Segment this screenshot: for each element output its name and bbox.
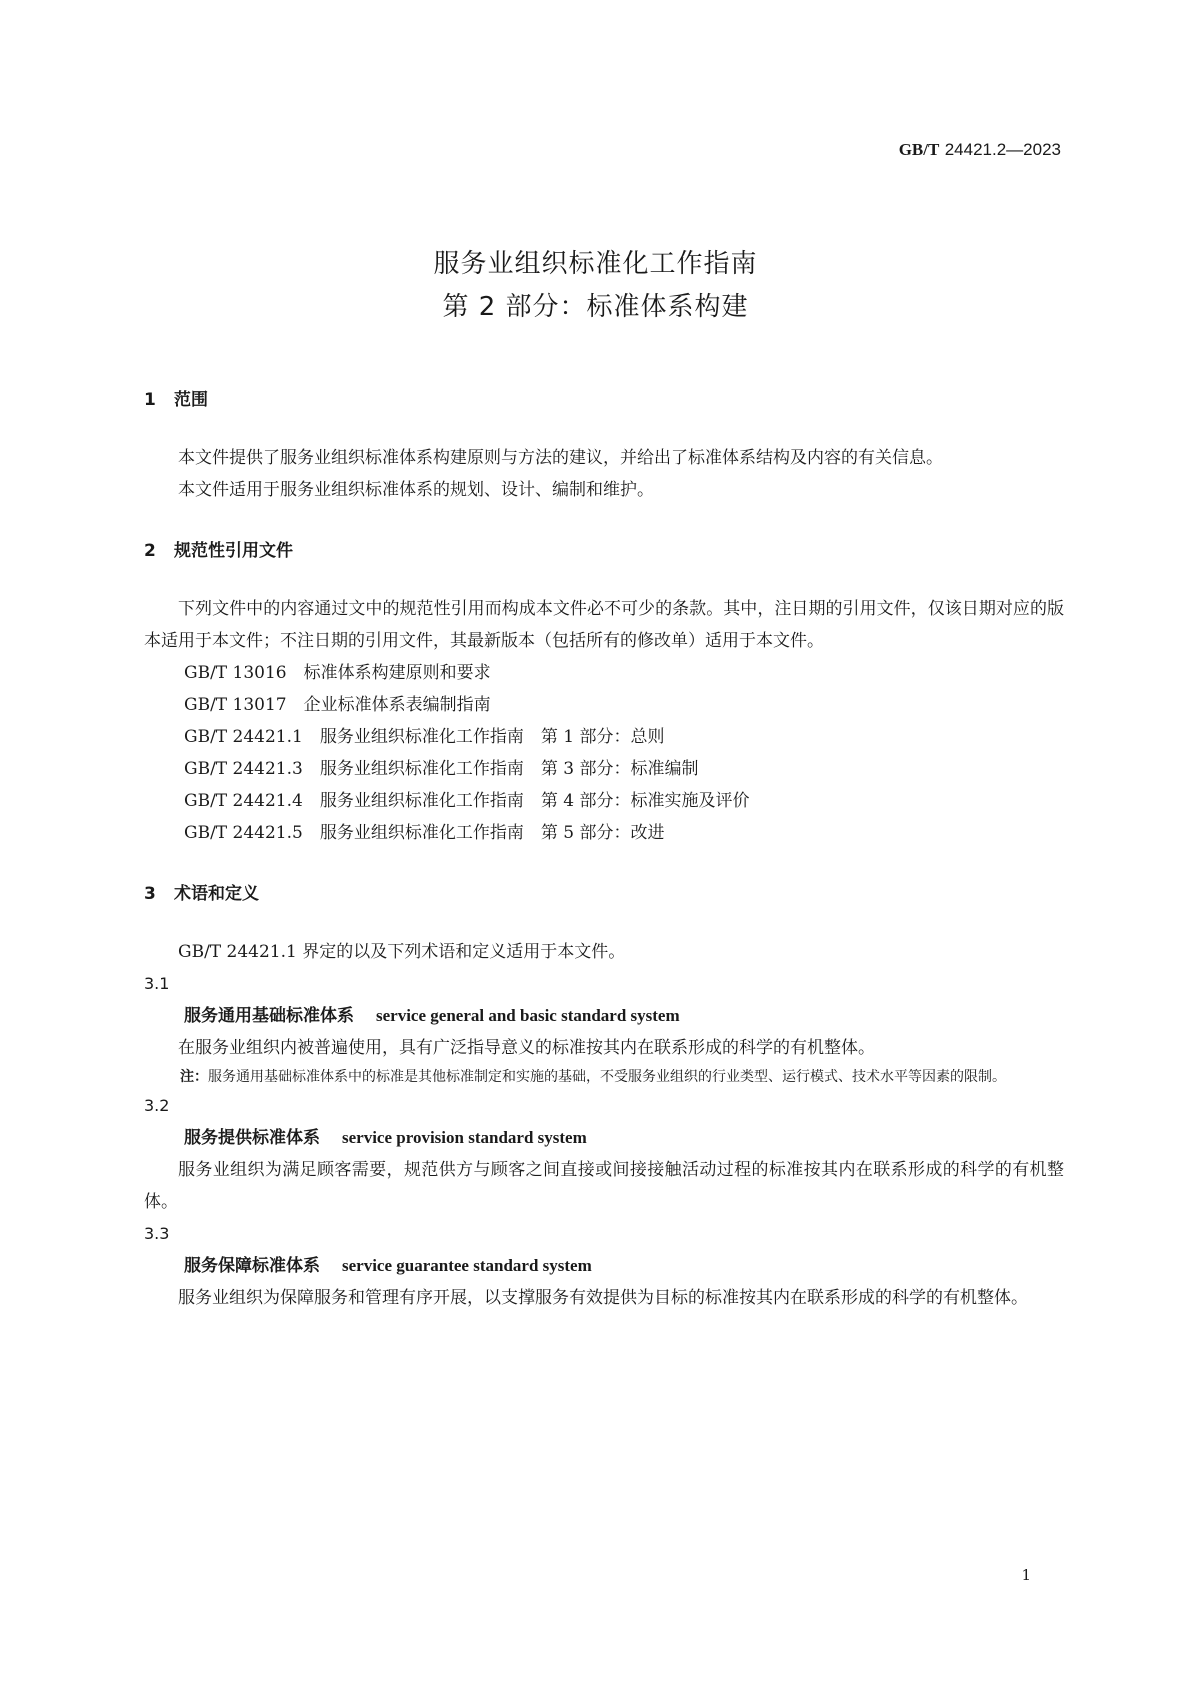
standard-prefix: GB/T <box>898 140 940 159</box>
doc-subtitle: 第 2 部分：标准体系构建 <box>442 292 749 322</box>
page-number: 1 <box>1021 1566 1031 1584</box>
note-label: 注： <box>180 1069 208 1085</box>
reference-item: GB/T 24421.5 服务业组织标准化工作指南 第 5 部分：改进 <box>184 823 665 843</box>
section-number: 3 <box>144 884 156 904</box>
section-3-heading <box>144 879 1064 904</box>
term-definition: 服务业组织为保障服务和管理有序开展，以支撑服务有效提供为目标的标准按其内在联系形成的科学的有机整体。 <box>178 1288 1028 1308</box>
term-definition: 在服务业组织内被普遍使用，具有广泛指导意义的标准按其内在联系形成的科学的有机整体。 <box>178 1038 875 1058</box>
section-number: 1 <box>144 390 156 410</box>
term-en: service provision standard system <box>342 1128 587 1147</box>
section-number: 2 <box>144 541 156 561</box>
term-definition: 服务业组织为满足顾客需要，规范供方与顾客之间直接或间接接触活动过程的标准按其内在联系形成的科学的有机整体。 <box>144 1160 1064 1212</box>
paragraph: GB/T 24421.1 界定的以及下列术语和定义适用于本文件。 <box>178 942 626 962</box>
term-en: service general and basic standard system <box>376 1006 680 1025</box>
term-zh: 服务提供标准体系 <box>184 1128 320 1148</box>
reference-item: GB/T 13017 企业标准体系表编制指南 <box>184 695 491 715</box>
section-title: 术语和定义 <box>174 884 259 904</box>
term-number: 3.3 <box>144 1224 170 1243</box>
reference-item: GB/T 24421.3 服务业组织标准化工作指南 第 3 部分：标准编制 <box>184 759 699 779</box>
term-title <box>144 1250 1064 1282</box>
term-number: 3.2 <box>144 1096 170 1115</box>
reference-item: GB/T 13016 标准体系构建原则和要求 <box>184 663 491 683</box>
paragraph: 本文件适用于服务业组织标准体系的规划、设计、编制和维护。 <box>178 480 654 500</box>
paragraph: 下列文件中的内容通过文中的规范性引用而构成本文件必不可少的条款。其中，注日期的引用文件，仅该日期对应的版本适用于本文件；不注日期的引用文件，其最新版本（包括所有的修改单）适用于本文件。 <box>144 599 1064 651</box>
document-body <box>144 385 1064 1314</box>
term-number: 3.1 <box>144 974 170 993</box>
reference-item: GB/T 24421.1 服务业组织标准化工作指南 第 1 部分：总则 <box>184 727 665 747</box>
section-title: 范围 <box>174 390 208 410</box>
term-note <box>144 1064 1064 1090</box>
section-title: 规范性引用文件 <box>174 541 293 561</box>
reference-item: GB/T 24421.4 服务业组织标准化工作指南 第 4 部分：标准实施及评价 <box>184 791 750 811</box>
paragraph: 本文件提供了服务业组织标准体系构建原则与方法的建议，并给出了标准体系结构及内容的有关信息。 <box>178 448 943 468</box>
term-zh: 服务保障标准体系 <box>184 1256 320 1276</box>
term-en: service guarantee standard system <box>342 1256 592 1275</box>
note-text: 服务通用基础标准体系中的标准是其他标准制定和实施的基础，不受服务业组织的行业类型、运行模式、技术水平等因素的限制。 <box>208 1069 1006 1085</box>
section-2-heading <box>144 536 1064 561</box>
term-zh: 服务通用基础标准体系 <box>184 1006 354 1026</box>
doc-title: 服务业组织标准化工作指南 <box>433 249 758 279</box>
term-title <box>144 1122 1064 1154</box>
standard-number: 24421.2—2023 <box>944 140 1061 159</box>
term-title <box>144 1000 1064 1032</box>
section-1-heading <box>144 385 1064 410</box>
document-code <box>899 140 1061 160</box>
